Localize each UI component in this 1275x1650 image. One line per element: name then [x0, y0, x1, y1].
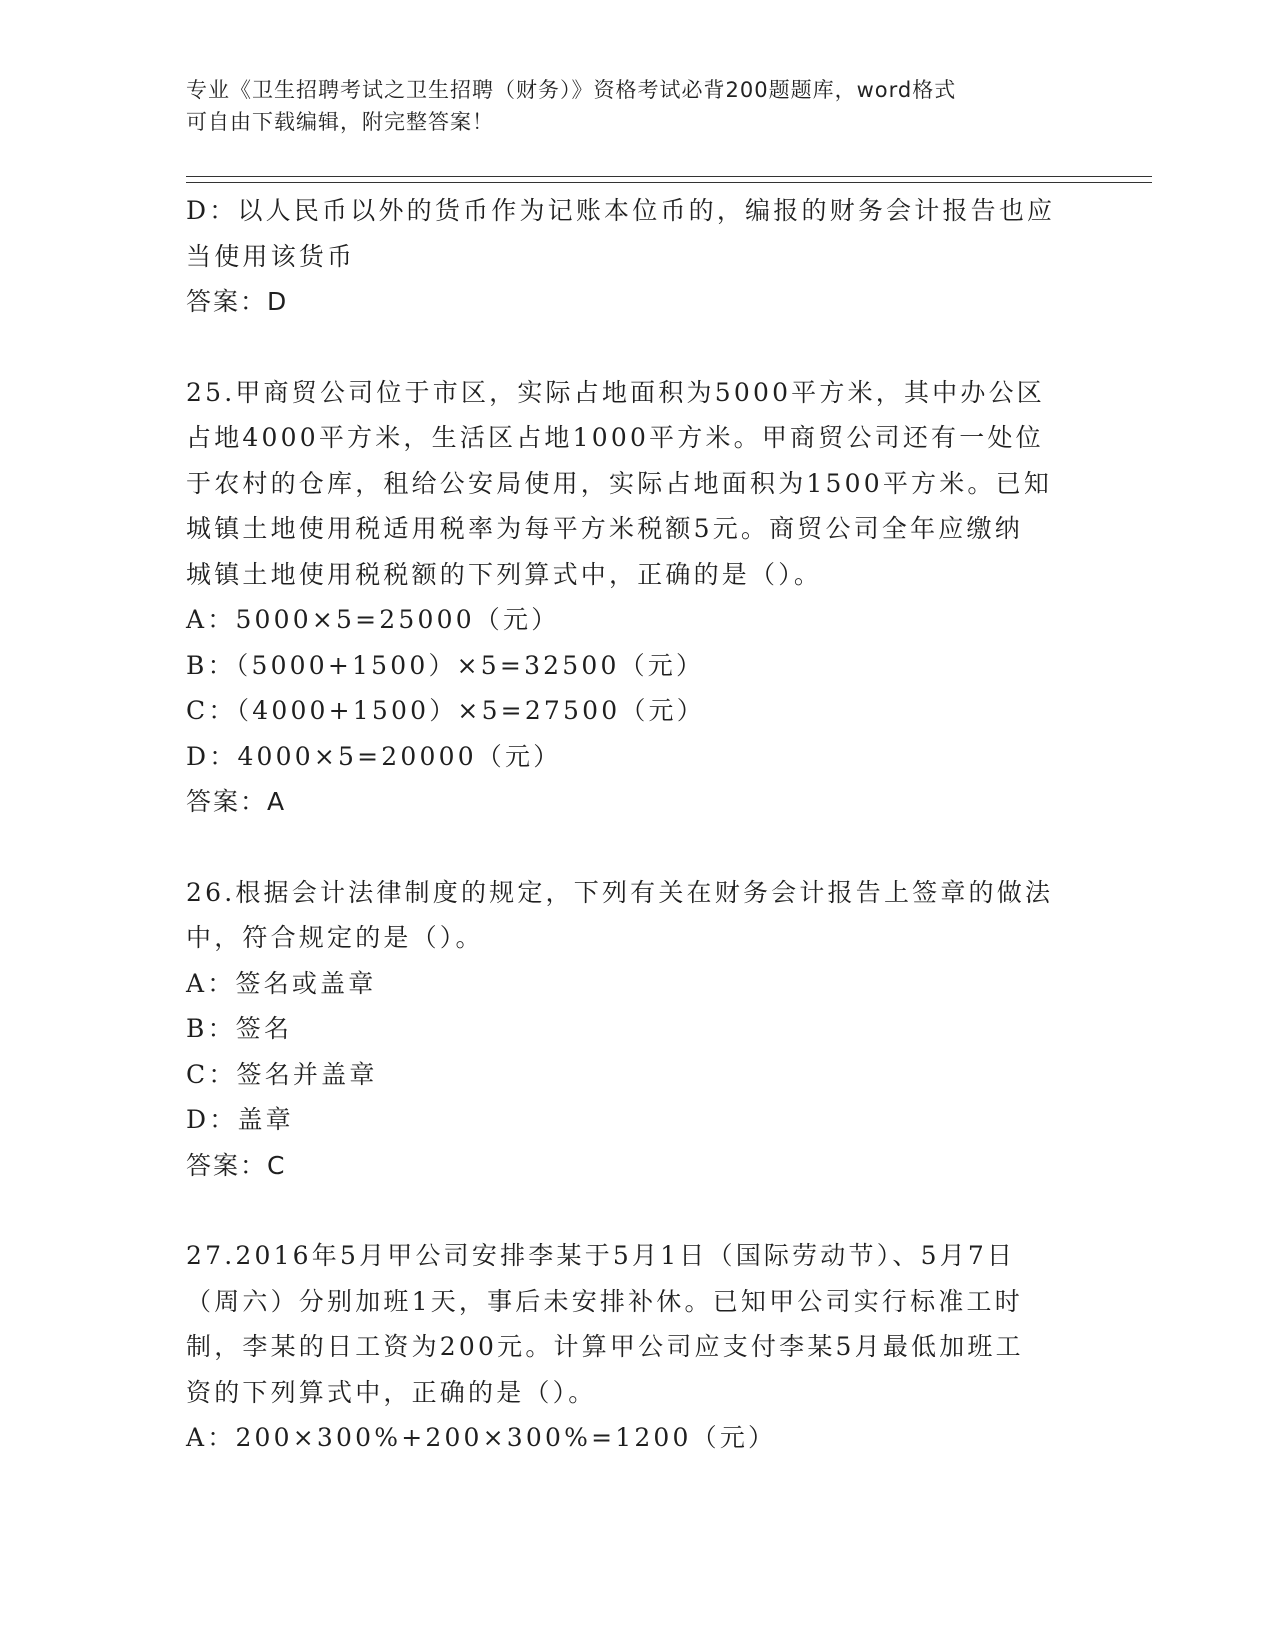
header-rule-bottom [186, 182, 1152, 183]
option-c: C：签名并盖章 [186, 1059, 378, 1089]
option-a: A：200×300%+200×300%=1200（元） [186, 1423, 777, 1452]
question-stem-line: 于农村的仓库，租给公安局使用，实际占地面积为1500平方米。已知 [186, 468, 1053, 498]
header-title-line1: 专业《卫生招聘考试之卫生招聘（财务）》资格考试必背200题题库，word格式 [186, 78, 957, 102]
question-stem-line: 27.2016年5月甲公司安排李某于5月1日（国际劳动节）、5月7日 [186, 1241, 1016, 1270]
question-stem-line: 制，李某的日工资为200元。计算甲公司应支付李某5月最低加班工 [186, 1332, 1024, 1361]
option-d-line: D：以人民币以外的货币作为记账本位币的，编报的财务会计报告也应 [186, 196, 1056, 225]
document-header [186, 74, 1066, 138]
question-stem-line: （周六）分别加班1天，事后未安排补休。已知甲公司实行标准工时 [186, 1286, 1023, 1316]
option-d-line: 当使用该货币 [186, 241, 356, 271]
question-stem-line: 占地4000平方米，生活区占地1000平方米。甲商贸公司还有一处位 [186, 423, 1044, 452]
answer-line: 答案：D [186, 287, 289, 316]
question-stem-line: 资的下列算式中，正确的是（）。 [186, 1377, 597, 1407]
question-stem-line: 中，符合规定的是（）。 [186, 923, 484, 952]
option-a: A：5000×5=25000（元） [186, 605, 560, 634]
option-d: D：4000×5=20000（元） [186, 741, 562, 771]
question-stem-line: 26.根据会计法律制度的规定，下列有关在财务会计报告上签章的做法 [186, 877, 1054, 907]
previous-question-tail [186, 188, 1086, 325]
option-b: B：（5000+1500）×5=32500（元） [186, 650, 705, 680]
option-c: C：（4000+1500）×5=27500（元） [186, 696, 705, 725]
document-body [186, 188, 1086, 1461]
question-stem-line: 25.甲商贸公司位于市区，实际占地面积为5000平方米，其中办公区 [186, 377, 1045, 407]
answer-line: 答案：A [186, 787, 287, 816]
answer-line: 答案：C [186, 1150, 287, 1180]
question-stem-line: 城镇土地使用税适用税率为每平方米税额5元。商贸公司全年应缴纳 [186, 514, 1023, 543]
header-title-line2: 可自由下载编辑，附完整答案！ [186, 110, 494, 134]
question-25 [186, 370, 1086, 825]
header-rule-top [186, 176, 1152, 177]
option-b: B：签名 [186, 1014, 293, 1043]
question-26 [186, 870, 1086, 1189]
option-d: D：盖章 [186, 1105, 294, 1134]
question-27 [186, 1233, 1086, 1461]
option-a: A：签名或盖章 [186, 968, 377, 998]
question-stem-line: 城镇土地使用税税额的下列算式中，正确的是（）。 [186, 559, 823, 589]
